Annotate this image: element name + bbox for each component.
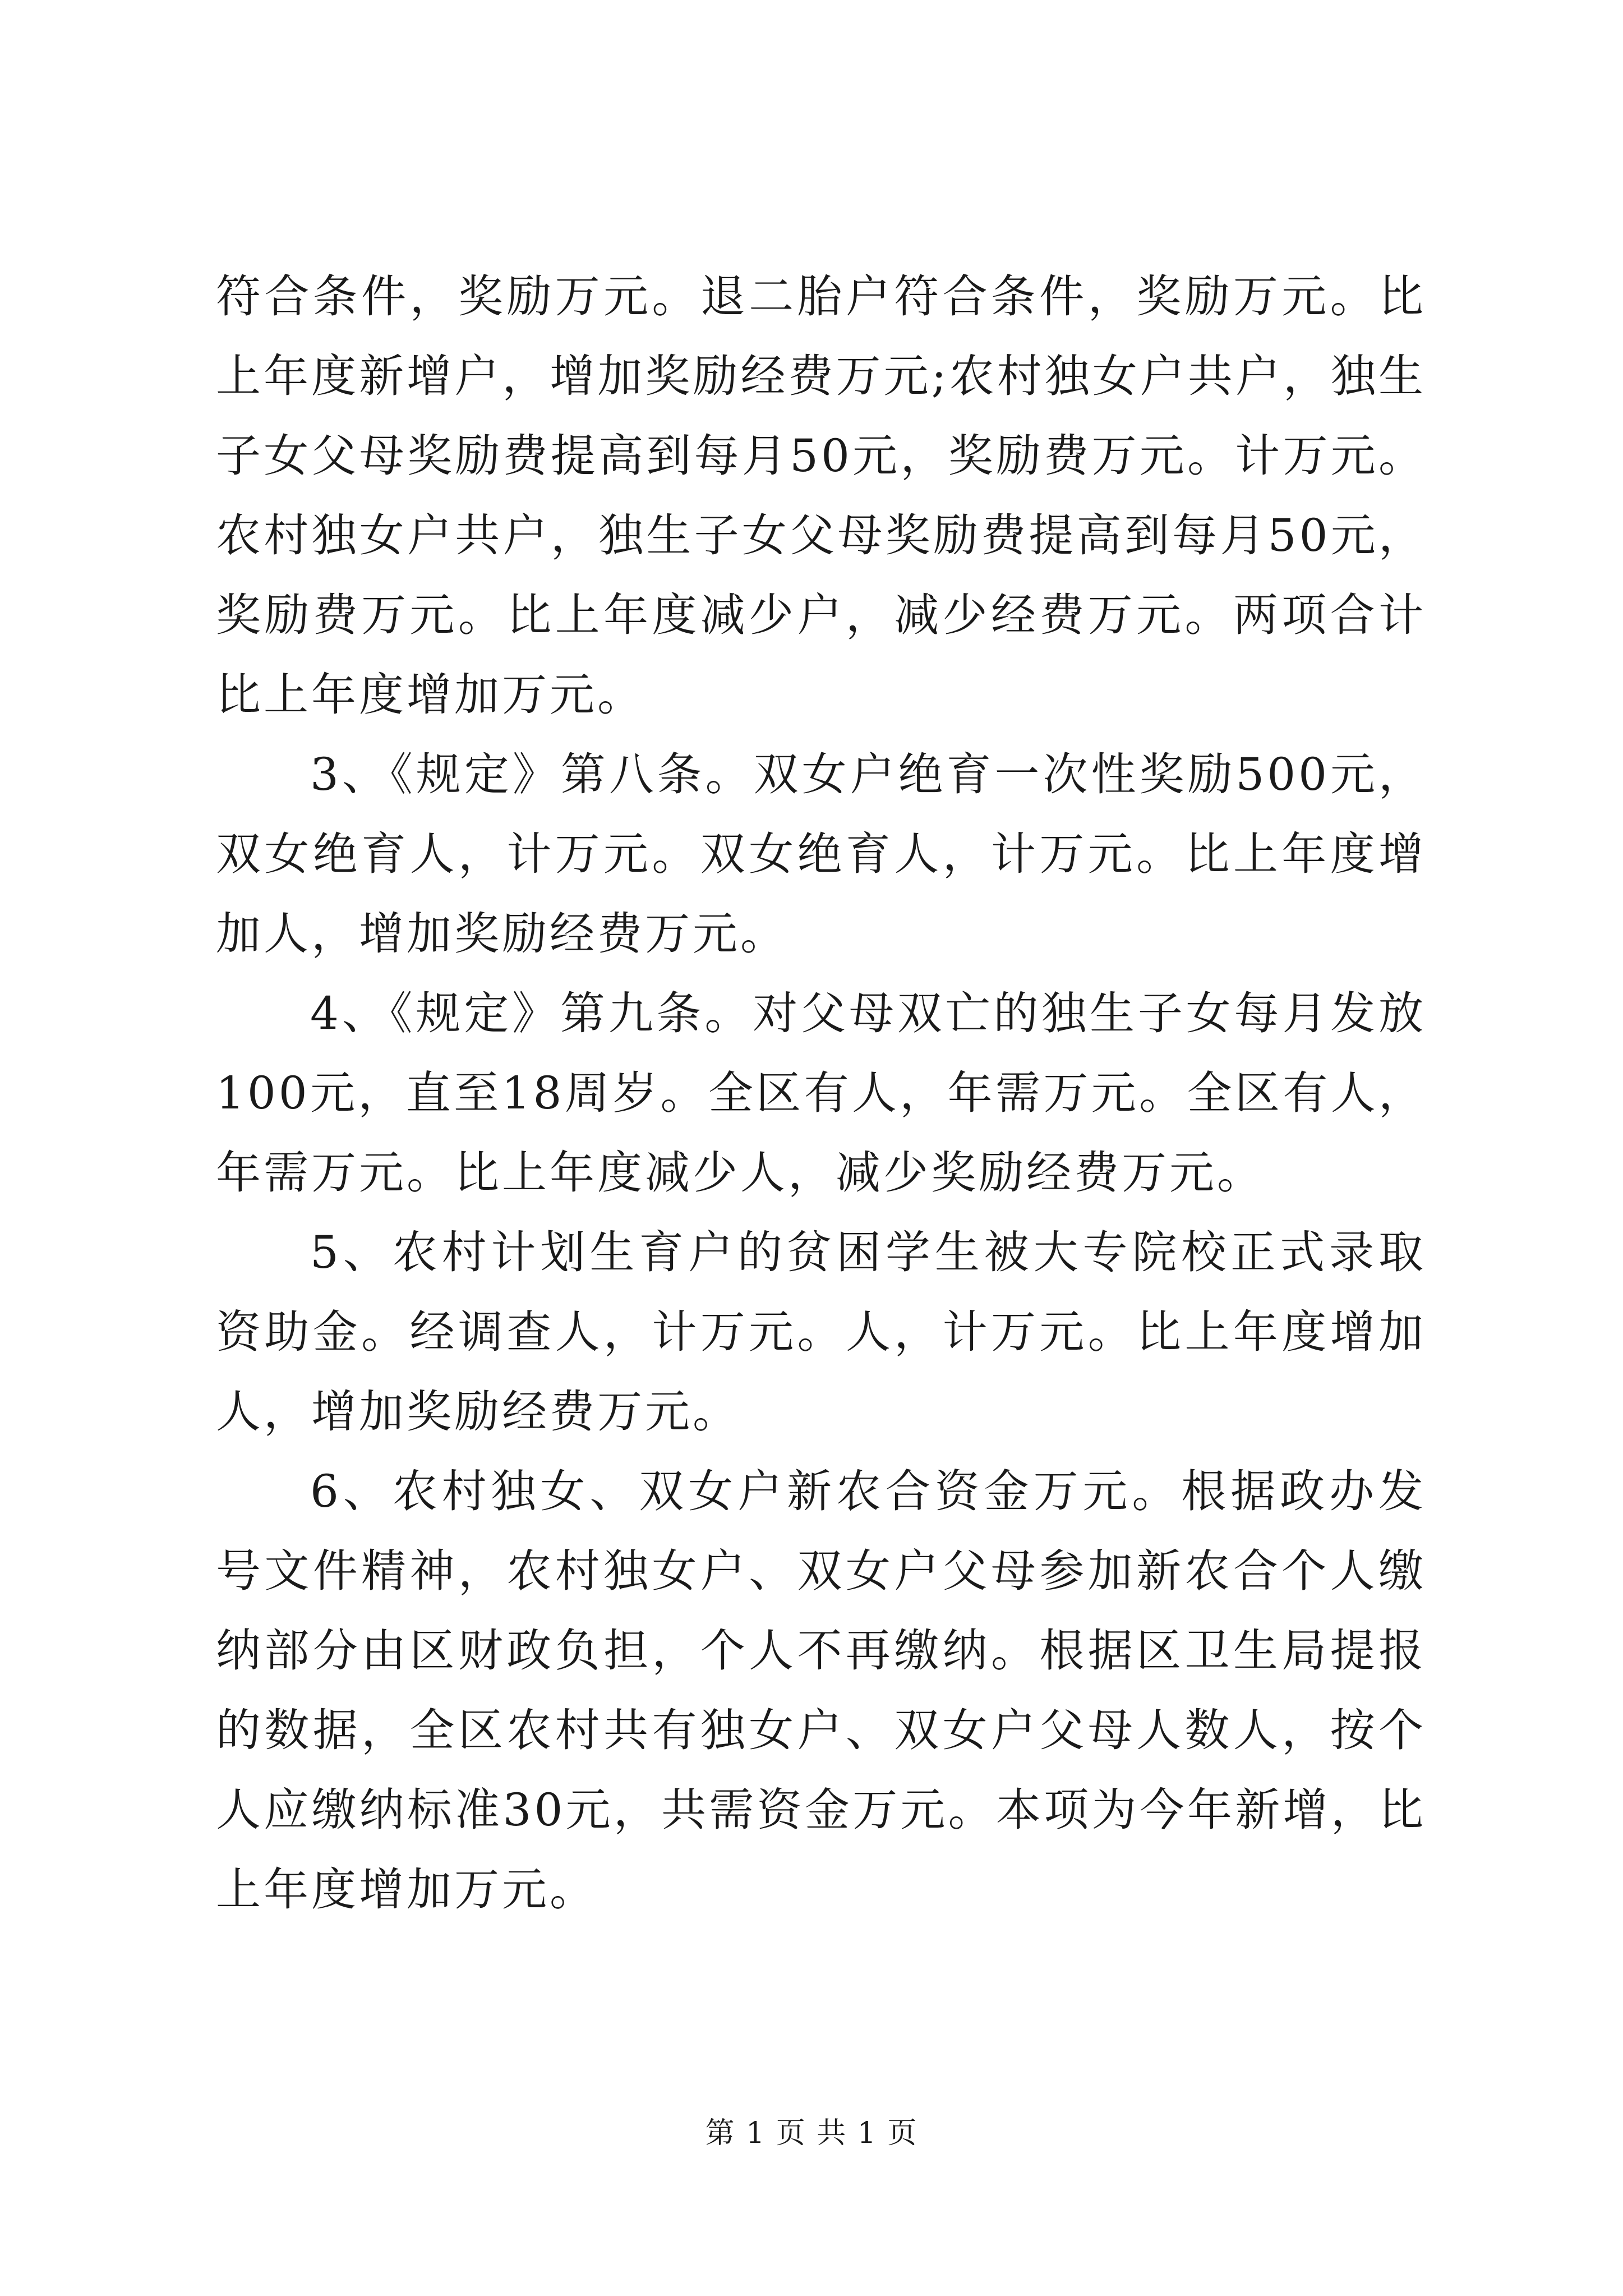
paragraph-item-6: 6、农村独女、双女户新农合资金万元。根据政办发号文件精神，农村独女户、双女户父母参加新农合个人缴纳部分由区财政负担，个人不再缴纳。根据区卫生局提报的数据，全区农村共有独女户、双女户父母人数人，按个人应缴纳标准30元，共需资金万元。本项为今年新增，比上年度增加万元。	[216, 1465, 1426, 1916]
document-body	[216, 257, 1426, 1930]
paragraph-item-4: 4、《规定》第九条。对父母双亡的独生子女每月发放100元，直至18周岁。全区有人，年需万元。全区有人，年需万元。比上年度减少人，减少奖励经费万元。	[216, 987, 1426, 1199]
page-footer: 第 1 页 共 1 页	[705, 2116, 918, 2150]
paragraph-item-5: 5、农村计划生育户的贫困学生被大专院校正式录取资助金。经调查人，计万元。人，计万元。比上年度增加人，增加奖励经费万元。	[216, 1226, 1426, 1438]
paragraph-continuation: 符合条件，奖励万元。退二胎户符合条件，奖励万元。比上年度新增户，增加奖励经费万元;农村独女户共户，独生子女父母奖励费提高到每月50元，奖励费万元。计万元。农村独女户共户，独生子女父母奖励费提高到每月50元，奖励费万元。比上年度减少户，减少经费万元。两项合计比上年度增加万元。	[216, 270, 1426, 721]
paragraph-item-3: 3、《规定》第八条。双女户绝育一次性奖励500元，双女绝育人，计万元。双女绝育人，计万元。比上年度增加人，增加奖励经费万元。	[216, 748, 1426, 960]
